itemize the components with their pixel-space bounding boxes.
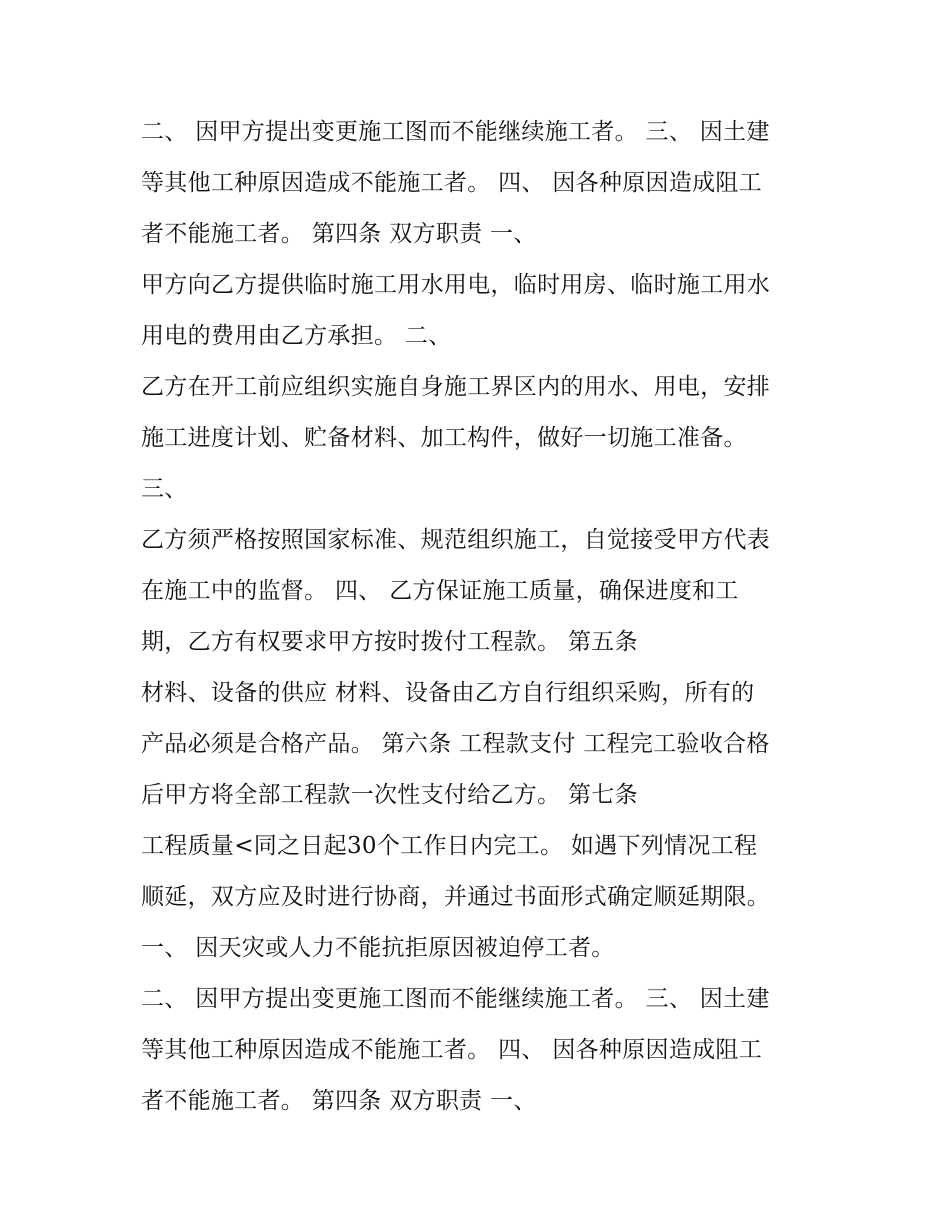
text-line: 产品必须是合格产品。 第六条 工程款支付 工程完工验收合格 [141,731,770,757]
text-line: 甲方向乙方提供临时施工用水用电，临时用房、临时施工用水 [141,272,771,298]
text-line: 乙方须严格按照国家标准、规范组织施工，自觉接受甲方代表 [141,527,771,553]
text-line: 二、 因甲方提出变更施工图而不能继续施工者。 三、 因土建 [141,119,770,145]
text-line: 等其他工种原因造成不能施工者。 四、 因各种原因造成阻工 [141,1037,763,1063]
text-line: 乙方在开工前应组织实施自身施工界区内的用水、用电，安排 [141,374,771,400]
text-line: 材料、设备的供应 材料、设备由乙方自行组织采购，所有的 [141,680,755,706]
document-body [141,107,821,1127]
text-line: 一、 因天灾或人力不能抗拒原因被迫停工者。 [141,935,615,961]
text-line: 后甲方将全部工程款一次性支付给乙方。 第七条 [141,782,638,808]
text-line: 工程质量<同之日起30个工作日内完工。 如遇下列情况工程 [141,833,758,859]
text-line: 三、 [141,476,188,502]
text-line: 期，乙方有权要求甲方按时拨付工程款。 第五条 [141,629,638,655]
text-line: 者不能施工者。 第四条 双方职责 一、 [141,221,537,247]
text-line: 施工进度计划、贮备材料、加工构件，做好一切施工准备。 [141,425,747,451]
text-line: 者不能施工者。 第四条 双方职责 一、 [141,1088,537,1114]
text-line: 顺延，双方应及时进行协商，并通过书面形式确定顺延期限。 [141,884,771,910]
text-line: 在施工中的监督。 四、 乙方保证施工质量，确保进度和工 [141,578,739,604]
text-line: 二、 因甲方提出变更施工图而不能继续施工者。 三、 因土建 [141,986,770,1012]
text-line: 等其他工种原因造成不能施工者。 四、 因各种原因造成阻工 [141,170,763,196]
text-line: 用电的费用由乙方承担。 二、 [141,323,452,349]
